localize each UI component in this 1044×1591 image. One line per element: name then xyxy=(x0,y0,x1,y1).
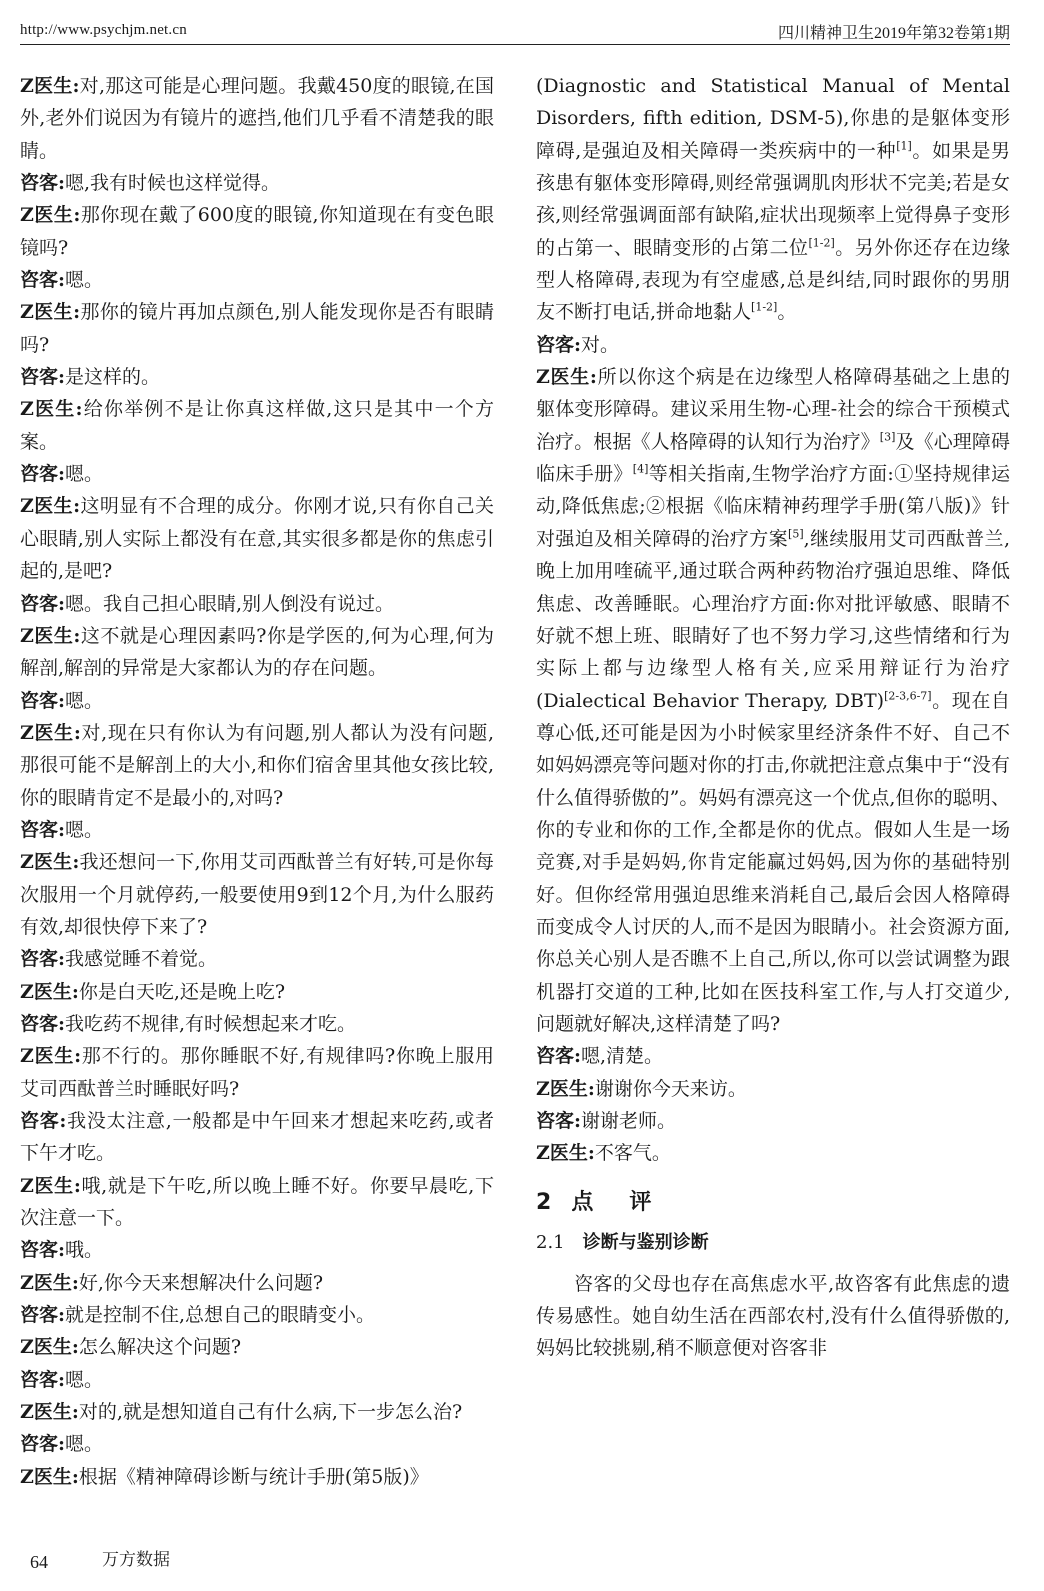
speaker: 咨客: xyxy=(536,1110,582,1132)
speaker: 咨客: xyxy=(20,1368,66,1391)
speaker: Z医生: xyxy=(20,624,81,647)
citation: [1] xyxy=(896,139,912,153)
dialogue-line xyxy=(20,1170,494,1235)
speaker: Z医生: xyxy=(20,1174,81,1197)
dialogue-line xyxy=(20,361,494,393)
dialogue-line xyxy=(20,458,494,490)
dialogue-line xyxy=(536,1105,1010,1137)
dialogue-line xyxy=(20,1461,494,1493)
dialogue-line xyxy=(20,620,494,685)
speaker: 咨客: xyxy=(20,1110,67,1132)
section-number: 2 xyxy=(536,1189,554,1215)
left-column xyxy=(20,70,494,1493)
speaker: Z医生: xyxy=(536,1077,595,1100)
text-run: 。现在自尊心低,还可能是因为小时候家里经济条件不好、自己不如妈妈漂亮等问题对你的打击,你就把注意点集中于“没有什么值得骄傲的”。妈妈有漂亮这一个优点,但你的聪明、你的专业和你的工作,全都是你的优点。假如人生是一场竞赛,对手是妈妈,你肯定能赢过妈妈,因为你的基础特别好。但你经常用强迫思维来消耗自己,最后会因人格障碍而变成令人讨厌的人,而不是因为眼睛小。社会资源方面,你总关心别人是否瞧不上自己,所以,你可以尝试调整为跟机器打交道的工种,比如在医技科室工作,与人打交道少,问题就好解决,这样清楚了吗? xyxy=(536,689,1010,1035)
citation: [1-2] xyxy=(808,236,835,250)
utterance: 哦,就是下午吃,所以晚上睡不好。你要早晨吃,下次注意一下。 xyxy=(20,1174,494,1230)
text-run: 。如果是男孩患有躯体变形障碍,则经常强调肌肉形状不完美;若是女孩,则经常强调面部有缺陷,症状出现频率上觉得鼻子变形的占第一、眼睛变形的占第二位 xyxy=(536,139,1010,259)
dialogue-line xyxy=(20,588,494,620)
utterance: 我感觉睡不着觉。 xyxy=(65,948,218,971)
dialogue-line xyxy=(20,490,494,587)
citation: [5] xyxy=(788,527,804,541)
utterance: 给你举例不是让你真这样做,这只是其中一个方案。 xyxy=(20,398,495,453)
speaker: Z医生: xyxy=(20,301,81,324)
speaker: Z医生: xyxy=(20,851,80,874)
citation: [4] xyxy=(632,462,649,476)
dialogue-line xyxy=(20,199,494,264)
utterance: 嗯。 xyxy=(65,1433,104,1456)
utterance: 好,你今天来想解决什么问题? xyxy=(78,1271,324,1294)
dialogue-line xyxy=(20,1234,494,1266)
speaker: Z医生: xyxy=(536,366,597,389)
speaker: 咨客: xyxy=(20,1304,66,1327)
dialogue-line xyxy=(20,685,494,717)
text-run: 所以你这个病是在边缘型人格障碍基础之上患的躯体变形障碍。建议采用生物-心理-社会的综合干预模式治疗。根据《人格障碍的认知行为治疗》 xyxy=(536,366,1010,453)
subsection-title: 诊断与鉴别诊断 xyxy=(582,1231,709,1253)
subsection-number: 2.1 xyxy=(536,1231,565,1253)
section-title-part: 点 xyxy=(571,1189,596,1215)
diagnosis-paragraph xyxy=(536,70,1010,329)
dialogue-line xyxy=(20,943,494,975)
speaker: Z医生: xyxy=(20,980,79,1003)
utterance: 嗯。 xyxy=(65,689,104,712)
watermark: 万方数据 xyxy=(102,1550,170,1570)
right-column xyxy=(536,70,1010,1365)
text-run: 。另外你还存在边缘型人格障碍,表现为有空虚感,总是纠结,同时跟你的男朋友不断打电话,拼命地黏人 xyxy=(536,236,1010,324)
dialogue-line xyxy=(20,1396,494,1428)
utterance: 根据《精神障碍诊断与统计手册(第5版)》 xyxy=(78,1465,429,1488)
speaker: 咨客: xyxy=(20,366,66,389)
citation: [2-3,6-7] xyxy=(884,689,932,703)
speaker: 咨客: xyxy=(20,463,66,486)
dialogue-line xyxy=(20,296,494,361)
utterance: 怎么解决这个问题? xyxy=(78,1336,242,1359)
dialogue-line xyxy=(20,1364,494,1396)
utterance: 嗯。 xyxy=(65,1368,104,1391)
body-paragraph: 咨客的父母也存在高焦虑水平,故咨客有此焦虑的遗传易感性。她自幼生活在西部农村,没有什么值得骄傲的,妈妈比较挑剔,稍不顺意便对咨客非 xyxy=(536,1272,1010,1360)
utterance: 不客气。 xyxy=(594,1142,671,1165)
speaker: Z医生: xyxy=(20,495,81,518)
speaker: Z医生: xyxy=(20,398,83,421)
utterance: 嗯,我有时候也这样觉得。 xyxy=(65,172,281,195)
speaker: 咨客: xyxy=(20,172,66,195)
text-run: 等相关指南,生物学治疗方面:①坚持规律运动,降低焦虑;②根据《临床精神药理学手册(第八版)》针对强迫及相关障碍的治疗方案 xyxy=(536,463,1010,550)
dialogue-line xyxy=(536,1040,1010,1072)
utterance: 你是白天吃,还是晚上吃? xyxy=(78,980,286,1003)
speaker: Z医生: xyxy=(20,1045,82,1068)
journal-url[interactable]: http://www.psychjm.net.cn xyxy=(20,22,187,38)
dialogue-line xyxy=(20,1331,494,1363)
speaker: 咨客: xyxy=(20,1239,66,1262)
speaker: Z医生: xyxy=(20,75,80,97)
utterance: 我还想问一下,你用艾司西酞普兰有好转,可是你每次服用一个月就停药,一般要使用9到12个月,为什么服药有效,却很快停下来了? xyxy=(20,851,494,938)
dialogue-line xyxy=(20,1040,494,1105)
subsection-heading xyxy=(536,1228,1010,1258)
dialogue-line xyxy=(20,717,494,814)
dialogue-line xyxy=(536,1073,1010,1105)
text-run: 。 xyxy=(777,301,797,324)
speaker: 咨客: xyxy=(20,269,66,292)
speaker: Z医生: xyxy=(20,721,81,744)
dialogue-line xyxy=(20,167,494,199)
utterance: 谢谢你今天来访。 xyxy=(594,1077,747,1100)
speaker: 咨客: xyxy=(20,689,66,712)
utterance: 嗯。 xyxy=(65,463,104,486)
speaker: 咨客: xyxy=(20,1433,66,1456)
journal-issue: 四川精神卫生2019年第32卷第1期 xyxy=(777,25,1010,42)
speaker: 咨客: xyxy=(536,1045,582,1068)
speaker: 咨客: xyxy=(20,592,66,615)
dialogue-line xyxy=(20,814,494,846)
speaker: Z医生: xyxy=(20,204,81,227)
speaker: 咨客: xyxy=(536,333,582,356)
utterance: 对的,就是想知道自己有什么病,下一步怎么治? xyxy=(78,1401,463,1424)
utterance: 这不就是心理因素吗?你是学医的,何为心理,何为解剖,解剖的异常是大家都认为的存在问题。 xyxy=(20,624,494,680)
speaker: 咨客: xyxy=(20,818,66,841)
utterance: 是这样的。 xyxy=(65,366,161,389)
utterance: 我吃药不规律,有时候想起来才吃。 xyxy=(65,1012,357,1035)
dialogue-line xyxy=(20,1299,494,1331)
speaker: 咨客: xyxy=(20,1012,66,1035)
text-run: 及《心理障碍临床手册》 xyxy=(536,430,1010,486)
utterance: 对。 xyxy=(581,333,620,356)
utterance: 就是控制不住,总想自己的眼睛变小。 xyxy=(65,1304,376,1327)
dialogue-line xyxy=(536,329,1010,361)
utterance: 嗯。 xyxy=(65,269,104,292)
citation: [3] xyxy=(879,430,896,444)
dialogue-line xyxy=(20,1267,494,1299)
section-title-part: 评 xyxy=(629,1189,654,1215)
utterance: 那你现在戴了600度的眼镜,你知道现在有变色眼镜吗? xyxy=(20,204,494,259)
dialogue-line xyxy=(20,976,494,1008)
speaker: Z医生: xyxy=(536,1142,595,1165)
speaker: Z医生: xyxy=(20,1271,79,1294)
text-run: (Diagnostic and Statistical Manual of Mental Disorders, fifth edition, DSM-5),你患的是躯体变形障碍,是强迫及相关障碍一类疾病中的一种 xyxy=(536,75,1010,162)
speaker: Z医生: xyxy=(20,1401,79,1424)
utterance: 哦。 xyxy=(65,1239,104,1262)
utterance: 嗯。 xyxy=(65,818,104,841)
treatment-paragraph xyxy=(536,361,1010,1040)
dialogue-line xyxy=(20,1105,494,1170)
utterance: 对,现在只有你认为有问题,别人都认为没有问题,那很可能不是解剖上的大小,和你们宿舍里其他女孩比较,你的眼睛肯定不是最小的,对吗? xyxy=(20,721,494,809)
utterance: 那你的镜片再加点颜色,别人能发现你是否有眼睛吗? xyxy=(20,301,494,356)
utterance: 嗯。我自己担心眼睛,别人倒没有说过。 xyxy=(65,592,395,615)
speaker: Z医生: xyxy=(20,1336,79,1359)
dialogue-line xyxy=(20,1428,494,1460)
utterance: 这明显有不合理的成分。你刚才说,只有你自己关心眼睛,别人实际上都没有在意,其实很多都是你的焦虑引起的,是吧? xyxy=(20,495,494,583)
dialogue-line xyxy=(536,1137,1010,1169)
utterance: 谢谢老师。 xyxy=(581,1110,677,1132)
dialogue-line xyxy=(20,393,494,458)
page-number: 64 xyxy=(30,1552,48,1572)
running-header xyxy=(20,18,1010,45)
speaker: 咨客: xyxy=(20,948,66,971)
utterance: 那不行的。那你睡眠不好,有规律吗?你晚上服用艾司西酞普兰时睡眠好吗? xyxy=(20,1045,494,1100)
dialogue-line xyxy=(20,846,494,943)
speaker: Z医生: xyxy=(20,1465,79,1488)
section-heading xyxy=(536,1186,1010,1220)
dialogue-line xyxy=(20,1008,494,1040)
text-run: ,继续服用艾司西酞普兰,晚上加用喹硫平,通过联合两种药物治疗强迫思维、降低焦虑、改善睡眠。心理治疗方面:你对批评敏感、眼睛不好就不想上班、眼睛好了也不努力学习,这些情绪和行为实际上都与边缘型人格有关,应采用辩证行为治疗(Dialectical Behavior Therapy, DBT) xyxy=(536,527,1010,712)
utterance: 对,那这可能是心理问题。我戴450度的眼镜,在国外,老外们说因为有镜片的遮挡,他们几乎看不清楚我的眼睛。 xyxy=(20,75,494,162)
utterance: 嗯,清楚。 xyxy=(581,1045,664,1068)
dialogue-line xyxy=(20,70,494,167)
dialogue-line xyxy=(20,264,494,296)
utterance: 我没太注意,一般都是中午回来才想起来吃药,或者下午才吃。 xyxy=(20,1110,494,1165)
citation: [1-2] xyxy=(751,301,778,315)
